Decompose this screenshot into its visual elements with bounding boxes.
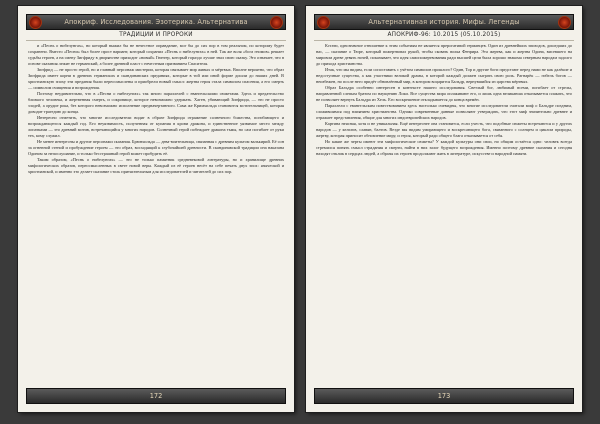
emblem-icon (317, 16, 330, 29)
paragraph: Параллели с евангельским повествованием здесь настолько очевидны, что многие исследователи считали миф о Бальдре поздним, сложившимся под влиянием христианства. Однако современные данные позволяют утверждать, что этот миф значительно древнее и отражает представления, общие для многих индоевропейских народов. (316, 103, 572, 121)
paragraph: Образ Бальдра особенно интересен в контексте нашего исследования. Светлый бог, любимый всеми, погибает от стрелы, направленной слепым братом по наущению Локи. Все существа мира оплакивают его, и лишь одна великанша отказывается плакать, что не позволяет вернуть Бальдра из Хель. Его воскрешение откладывается до конца времён. (316, 85, 572, 103)
paragraph: Не менее интересны и другие персонажи сказания. Брюнхильда — дева-воительница, связанная с древним культом валькирий. Её сон за огненной стеной и пробуждение героем — это образ, восходящий к глубочайшей древности. В скандинавской традиции она наказана Одином за непослушание, и только бесстрашный герой может пробудить её. (28, 139, 284, 157)
right-page-text (316, 43, 572, 382)
paragraph: Итак, что мы видим, если сопоставить с учётом символов прошлого? Один, Тор и другие боги предстают перед нами не как далёкие и недоступные существа, а как участники великой драмы, в которой каждый должен сыграть свою роль. Рагнарёк — гибель богов — неизбежен, но после него придёт обновлённый мир, в котором воцарится Бальдр, вернувшийся из царства мёртвых. (316, 67, 572, 85)
left-page-number: 172 (26, 388, 286, 404)
paragraph: Интересно отметить, что многие исследователи видят в образе Зигфрида отражение солнечного божества, погибающего и возрождающегося каждый год. Его неуязвимость, полученная от купания в крови дракона, и единственное уязвимое место между лопатками — это древний мотив, встречающийся у многих народов. Солнечный герой побеждает дракона тьмы, но сам погибает от руки тех, кому служил. (28, 115, 284, 139)
left-header-text: Апокриф. Исследования. Эзотерика. Альтернатива (64, 18, 248, 26)
emblem-icon (29, 16, 42, 29)
left-page-header (26, 14, 286, 30)
paragraph: Зигфрид — не просто герой, но и главный персонаж мистерии, которая связывает мир живых и мёртвых. Вполне вероятно, что образ Зигфрида имеет корни в древних германских и скандинавских преданиях, которые в той или иной форме дошли до наших дней. В христианскую эпоху эти предания были переосмыслены и приобрели новый смысл: жертва героя стала символом спасения, а его смерть — символом очищения и возрождения. (28, 67, 284, 91)
paragraph: Поэтому неудивительно, что в «Песни о нибелунгах» так много параллелей с евангельскими сюжетами. Здесь и предательство близкого человека, и жертвенная смерть, и сокровище, которое невозможно удержать. Хаген, убивающий Зигфрида, — это не просто злодей, а орудие рока, без которого невозможно исполнение предначертанного. Сама же Кримхильда становится мстительницей, которая доводит трагедию до конца. (28, 91, 284, 115)
emblem-icon (270, 16, 283, 29)
paragraph: Кстати, однозначное отношение к этим событиям не является прерогативой германцев. Один из древнейших эпизодов, дошедших до нас, — сказание о Тюре, который пожертвовал рукой, чтобы сковать волка Фенрира. Эта жертва, как и жертва Одина, висевшего на мировом древе девять ночей, показывает, что идея самопожертвования ради высшей цели была хорошо знакома северным народам задолго до прихода христианства. (316, 43, 572, 67)
right-section-title: АПОКРИФ-96: 10.2015 (05.10.2015) (314, 31, 574, 41)
paragraph: Таким образом, «Песнь о нибелунгах» — это не только памятник средневековой литературы, но и хранилище древних мифологических образов, переосмысленных в свете новой веры. Каждый из её героев несёт на себе печать двух эпох: языческой и христианской, и именно это делает сказание столь притягательным для исследователей и читателей до сих пор. (28, 157, 284, 175)
left-page-text (28, 43, 284, 382)
right-page-number: 173 (314, 388, 574, 404)
emblem-icon (558, 16, 571, 29)
paragraph: Но какие же черты имеют эти мифологические сюжеты? У каждой культуры они свои, но общим остаётся одно: человек всегда стремился понять смысл страдания и смерти, найти в них залог будущего возрождения. Именно поэтому древние сказания и сегодня находят отклик в сердцах людей, а образы их героев продолжают жить в литературе, искусстве и народной памяти. (316, 139, 572, 157)
left-page (18, 6, 294, 412)
paragraph: Картина неясная, хотя и не уникальная. Ещё интереснее она становится, если учесть, что подобные сюжеты встречаются и у других народов — у кельтов, славян, балтов. Везде мы видим умирающего и воскресающего бога, связанного с солнцем и циклом природы, жертву, которая приносит обновление миру, и героя, который ради общего блага отказывается от себя. (316, 121, 572, 139)
right-header-text: Альтернативная история. Мифы. Легенды (368, 18, 520, 26)
right-page (306, 6, 582, 412)
left-section-title: ТРАДИЦИИ И ПРОРОКИ (26, 31, 286, 41)
right-page-header (314, 14, 574, 30)
paragraph: и «Песнь о нибелунгах», но который выжил бы не нечестное оправдание, мог бы до сих пор в том реальном, по которому будет сохранено. Вместо «Песни» был более прост вариант, который сохранил «Песнь о нибелунгах» в ней. Так же воля «бога гномов» решает судьбы героев, а на смену Зигфриду в дворянстве приходит «новый» Гюнтер, который гораздо лучше знал свою сказку. Это означает, что в основе сказания лежит не германский, а более древний пласт с нечестным призванием Спасителя. (28, 43, 284, 67)
